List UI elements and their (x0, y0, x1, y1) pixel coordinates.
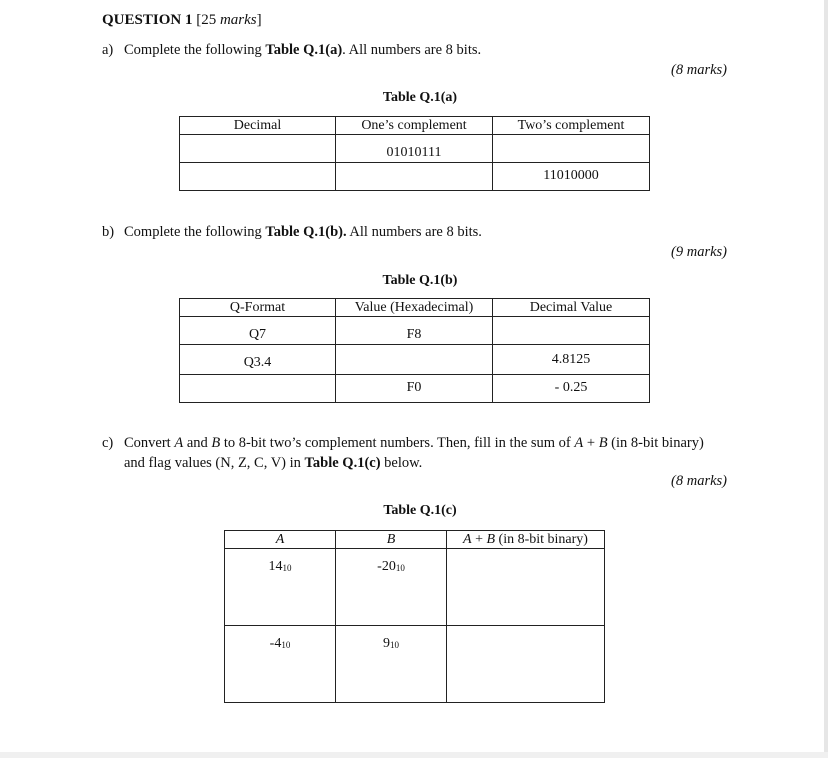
question-marks-word: marks (219, 12, 257, 28)
table-q1b (179, 298, 650, 403)
table-b-header-hex: Value (Hexadecimal) (336, 299, 493, 317)
table-c-header-sum-plus: + (471, 531, 487, 547)
table-b-header-row (180, 299, 650, 317)
question-marks-close: ] (256, 12, 262, 28)
table-c-header-sum-b: B (486, 531, 496, 547)
part-c-text-bold: Table Q.1(c) (304, 455, 381, 471)
table-c-r2-b (336, 626, 447, 703)
table-c-r2-sum[interactable] (447, 626, 605, 703)
page-bottom-shadow (0, 752, 828, 758)
table-b-r3-decimal: - 0.25 (493, 375, 650, 403)
table-b-r3-qformat[interactable] (180, 375, 336, 403)
part-c-text-2: and (183, 435, 212, 451)
part-c-var-b2: B (598, 435, 608, 451)
table-a-r2-twos: 11010000 (493, 163, 650, 191)
table-c-header-b: B (336, 531, 447, 549)
table-row (180, 345, 650, 375)
table-c-r2-b-value: 9 (383, 636, 390, 651)
table-c-r2-a (225, 626, 336, 703)
table-q1a (179, 116, 650, 191)
table-c-r1-sum[interactable] (447, 549, 605, 626)
part-b-marks: (9 marks) (671, 244, 727, 260)
table-row (180, 375, 650, 403)
table-c-header-row (225, 531, 605, 549)
table-a-header-row (180, 117, 650, 135)
part-a-instruction (124, 43, 481, 58)
table-a-r1-twos[interactable] (493, 135, 650, 163)
part-c-text-4: (in 8-bit binary) (607, 435, 704, 451)
question-title: QUESTION 1 (102, 12, 193, 28)
part-a-marks: (8 marks) (671, 62, 727, 78)
table-c-r2-b-base: 10 (390, 640, 399, 650)
table-row (225, 626, 605, 703)
table-row (225, 549, 605, 626)
part-c-var-b: B (211, 435, 221, 451)
table-b-r1-qformat: Q7 (180, 317, 336, 345)
table-a-r1-decimal[interactable] (180, 135, 336, 163)
part-c-var-a2: A (574, 435, 584, 451)
table-c-r1-b (336, 549, 447, 626)
question-heading (102, 13, 262, 28)
table-b-r2-decimal: 4.8125 (493, 345, 650, 375)
table-c-r1-b-base: 10 (395, 563, 405, 573)
table-q1c (224, 530, 605, 703)
table-a-r2-decimal[interactable] (180, 163, 336, 191)
table-a-header-twos: Two’s complement (493, 117, 650, 135)
part-c-label: c) (102, 435, 114, 451)
part-a-label: a) (102, 42, 114, 58)
table-a-r1-ones: 01010111 (336, 135, 493, 163)
table-c-r1-b-value: -20 (377, 559, 396, 574)
table-a-caption: Table Q.1(a) (382, 90, 458, 105)
table-row (180, 163, 650, 191)
table-c-caption: Table Q.1(c) (383, 503, 457, 518)
table-a-r2-ones[interactable] (336, 163, 493, 191)
part-c-var-a: A (174, 435, 184, 451)
part-c-text-5: and flag values (N, Z, C, V) in (124, 455, 305, 471)
table-a-header-decimal: Decimal (180, 117, 336, 135)
part-b-text-bold: Table Q.1(b). (265, 224, 347, 240)
table-c-r1-a (225, 549, 336, 626)
question-marks-open: [25 (196, 12, 220, 28)
table-b-r3-hex: F0 (336, 375, 493, 403)
part-c-text-6: below. (380, 455, 423, 471)
table-b-caption: Table Q.1(b) (382, 273, 458, 288)
table-row (180, 317, 650, 345)
table-c-r2-a-value: -4 (269, 636, 282, 651)
table-b-r1-decimal[interactable] (493, 317, 650, 345)
table-b-r1-hex: F8 (336, 317, 493, 345)
part-b-text-post: All numbers are 8 bits. (346, 224, 482, 240)
table-b-r2-hex[interactable] (336, 345, 493, 375)
table-c-header-sum-a: A (463, 531, 472, 547)
part-c-text-1: Convert (124, 435, 175, 451)
page-edge-shadow (824, 0, 828, 758)
table-a-header-ones: One’s complement (336, 117, 493, 135)
part-c-instruction-line2 (124, 456, 422, 471)
table-c-header-sum-rest: (in 8-bit binary) (495, 531, 588, 547)
part-a-text-post: . All numbers are 8 bits. (342, 42, 482, 58)
table-c-header-sum (447, 531, 605, 549)
part-b-text-pre: Complete the following (124, 224, 266, 240)
table-b-header-qformat: Q-Format (180, 299, 336, 317)
table-c-header-a: A (225, 531, 336, 549)
part-a-text-pre: Complete the following (124, 42, 266, 58)
table-b-r2-qformat: Q3.4 (180, 345, 336, 375)
part-b-label: b) (102, 224, 115, 240)
table-b-header-decimal: Decimal Value (493, 299, 650, 317)
table-c-r1-a-base: 10 (282, 563, 292, 573)
part-a-text-bold: Table Q.1(a) (265, 42, 343, 58)
part-c-marks: (8 marks) (671, 473, 727, 489)
part-c-text-3: to 8-bit two’s complement numbers. Then, fill in the sum of (220, 435, 575, 451)
part-c-plus: + (583, 435, 599, 451)
part-c-instruction-line1 (124, 436, 704, 451)
table-c-r2-a-base: 10 (281, 640, 291, 650)
part-b-instruction (124, 225, 482, 240)
table-c-r1-a-value: 14 (268, 559, 283, 574)
table-row (180, 135, 650, 163)
